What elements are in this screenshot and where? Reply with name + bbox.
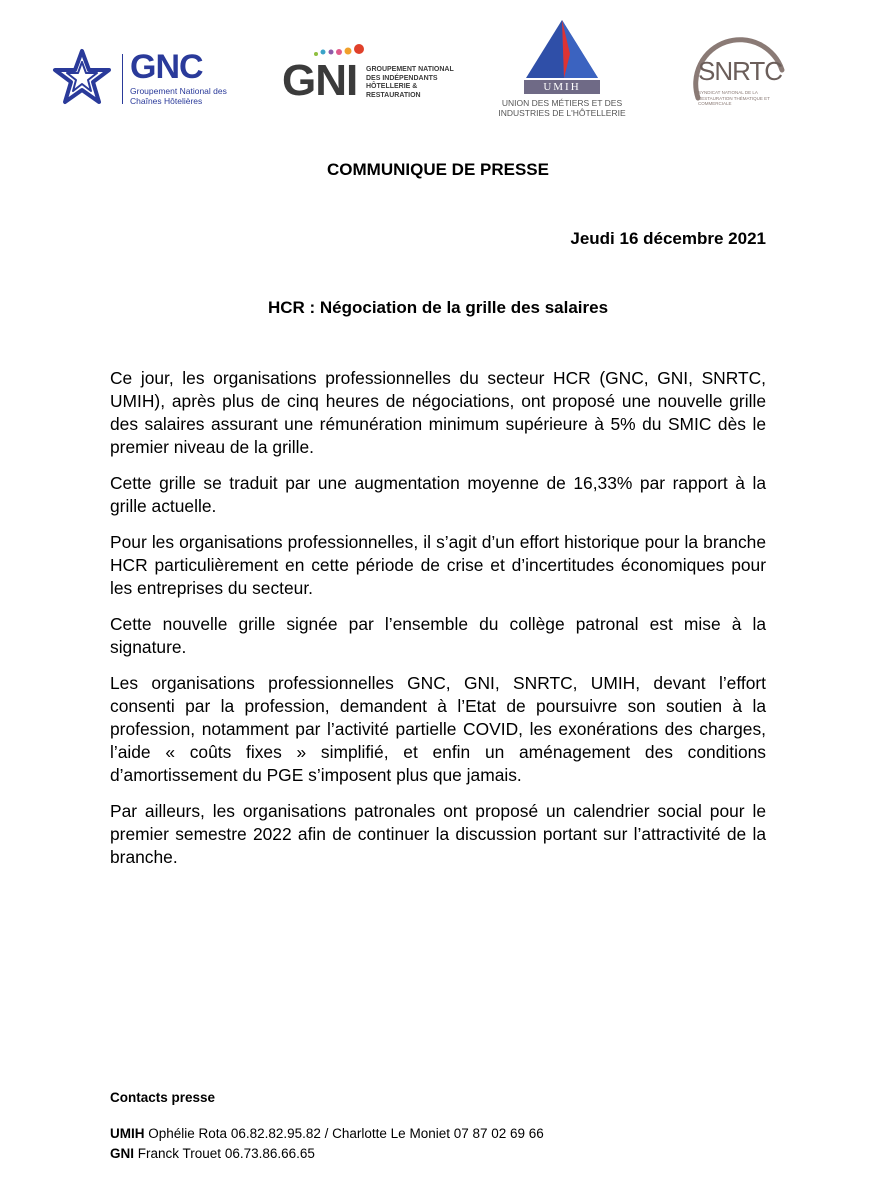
gnc-divider xyxy=(122,54,123,104)
gni-name: GNI xyxy=(282,56,358,105)
snrtc-logo xyxy=(686,28,796,123)
pyramid-icon xyxy=(524,20,600,80)
contact-org: UMIH xyxy=(110,1126,145,1141)
star-icon xyxy=(52,48,112,106)
document-date: Jeudi 16 décembre 2021 xyxy=(570,229,766,248)
paragraph: Cette grille se traduit par une augmentation moyenne de 16,33% par rapport à la grille actuelle. xyxy=(110,473,766,516)
contact-line xyxy=(110,1126,544,1141)
gni-subtitle: GROUPEMENT NATIONAL DES INDÉPENDANTS HÔTELLERIE & RESTAURATION xyxy=(366,66,454,99)
paragraph: Cette nouvelle grille signée par l’ensemble du collège patronal est mise à la signature. xyxy=(110,614,766,657)
logos-header xyxy=(0,20,876,130)
gni-logo xyxy=(282,42,472,112)
contact-details: Franck Trouet 06.73.86.66.65 xyxy=(137,1146,315,1161)
gnc-logo xyxy=(52,48,242,108)
contact-org: GNI xyxy=(110,1146,135,1161)
paragraph: Les organisations professionnelles GNC, GNI, SNRTC, UMIH, devant l’effort consenti par la profession, demandent à l’Etat de poursuivre son soutien à la profession, notamment par l’activité partielle COVID, les exonérations des charges, l’aide « coûts fixes » simplifié, et enfin un aménagement des conditions d’amortissement du PGE s’imposent plus que jamais. xyxy=(110,673,766,785)
umih-name: UMIH xyxy=(524,80,600,94)
umih-logo xyxy=(496,20,636,130)
paragraph: Ce jour, les organisations professionnelles du secteur HCR (GNC, GNI, SNRTC, UMIH), après plus de cinq heures de négociations, ont proposé une nouvelle grille des salaires assurant une rémunération minimum supérieure à 5% du SMIC dès le premier niveau de la grille. xyxy=(110,368,766,457)
umih-subtitle: UNION DES MÉTIERS ET DES INDUSTRIES DE L'HÔTELLERIE xyxy=(498,98,626,118)
gnc-name: GNC xyxy=(130,48,203,86)
contact-line xyxy=(110,1146,315,1161)
paragraph: Par ailleurs, les organisations patronales ont proposé un calendrier social pour le premier semestre 2022 afin de continuer la discussion portant sur l’attractivité de la branche. xyxy=(110,801,766,867)
paragraph: Pour les organisations professionnelles, il s’agit d’un effort historique pour la branche HCR particulièrement en cette période de crise et d’incertitudes économiques pour les entreprises du secteur. xyxy=(110,532,766,598)
snrtc-subtitle: SYNDICAT NATIONAL DE LA RESTAURATION THÉMATIQUE ET COMMERCIALE xyxy=(698,90,770,106)
contacts-title: Contacts presse xyxy=(110,1090,216,1105)
document-body xyxy=(110,367,766,882)
contact-details: Ophélie Rota 06.82.82.95.82 / Charlotte Le Moniet 07 87 02 69 66 xyxy=(148,1126,544,1141)
document-title: COMMUNIQUE DE PRESSE xyxy=(327,160,549,179)
snrtc-name: SNRTC xyxy=(698,56,783,86)
document-subject: HCR : Négociation de la grille des salaires xyxy=(267,298,609,317)
gnc-subtitle: Groupement National des Chaînes Hôtelières xyxy=(130,86,227,106)
